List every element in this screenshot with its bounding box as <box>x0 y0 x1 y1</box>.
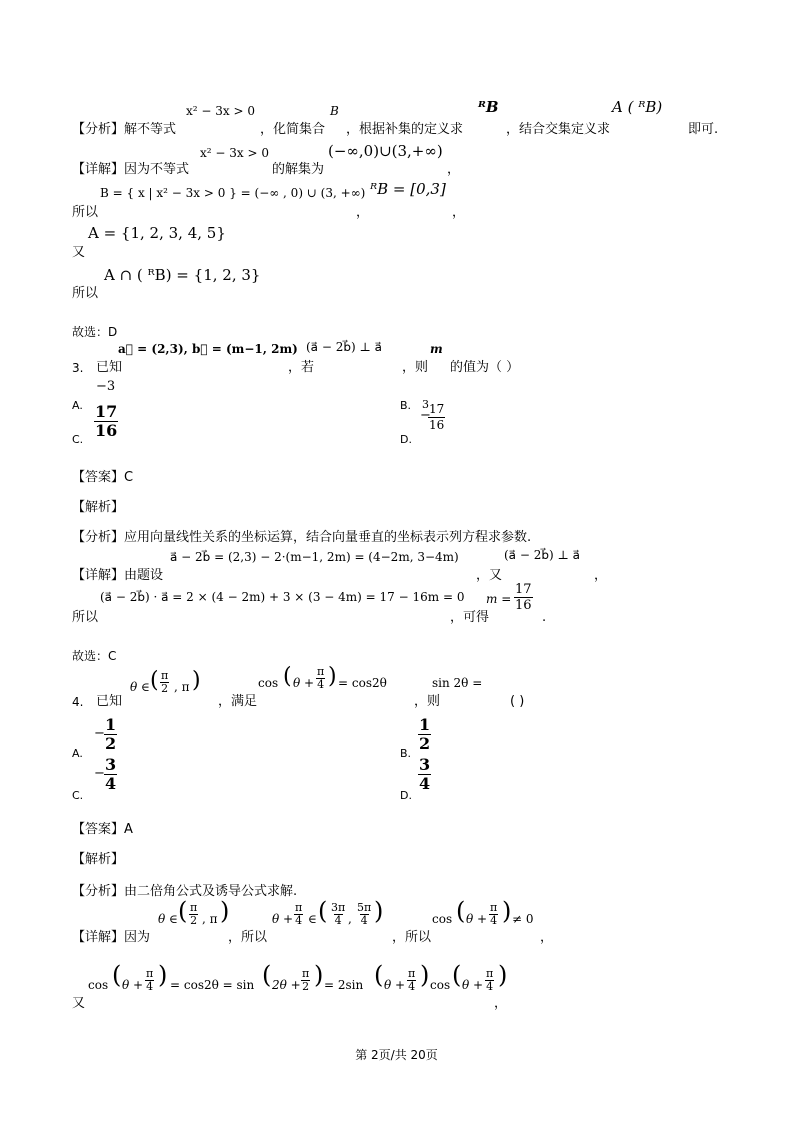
q4-e-cos-2: cos <box>430 978 451 992</box>
q4-interval-den: 2 <box>161 682 169 695</box>
q3-option-d-minus: − <box>420 408 431 423</box>
q4-d-range-comma: , <box>348 912 352 926</box>
solution-set: (−∞,0)∪(3,+∞) <box>328 142 443 160</box>
q4-paren-close: ) <box>192 668 201 693</box>
q3-option-c-label: C. <box>72 433 84 446</box>
q4-d-theta-plus-2: θ + <box>466 912 488 926</box>
q4-option-c-num: 3 <box>105 755 117 774</box>
q3-so: 所以 <box>72 610 99 625</box>
q3-option-a-label: A. <box>72 399 83 412</box>
q4-comma: ， <box>540 930 554 945</box>
q4-theta-plus: θ + <box>293 676 315 690</box>
q4-d-interval-num: π <box>190 901 198 914</box>
q4-e-paren4-close: ) <box>498 961 508 989</box>
q3-m-den: 16 <box>515 598 532 613</box>
q4-e-paren2-close: ) <box>314 961 324 989</box>
done-text: 即可. <box>688 122 719 137</box>
q4-d-cos: cos <box>432 912 453 926</box>
q3-jiexi: 【解析】 <box>72 500 125 515</box>
q4-so-b: ，所以 <box>392 930 432 945</box>
q4-pi: π <box>317 665 325 678</box>
q4-d-pi4-2 <box>489 902 498 927</box>
analysis-prefix: 【分析】解不等式 <box>72 122 177 137</box>
q4-option-b-den: 2 <box>419 734 431 753</box>
q3-m-frac <box>514 582 533 613</box>
q3-period: . <box>542 610 547 625</box>
q4-e-theta-plus-3: θ + <box>462 978 484 992</box>
so-2: 所以 <box>72 286 99 301</box>
comma-3: ， <box>452 205 466 220</box>
q4-d-theta-plus: θ + <box>272 912 294 926</box>
q3-option-c-den: 16 <box>95 421 118 440</box>
q3-value: 的值为（ ） <box>450 360 520 375</box>
q3-m-eq: m = <box>486 592 512 606</box>
q4-option-a-minus: − <box>94 726 105 741</box>
q4-d-paren1: ( <box>178 897 188 925</box>
q4-e-paren3-close: ) <box>420 961 430 989</box>
q4-d-paren2-close: ) <box>374 897 384 925</box>
q4-cos-paren: ( <box>283 664 292 689</box>
q4-d-four: 4 <box>295 914 303 927</box>
simplify-text: ，化简集合 <box>260 122 326 137</box>
solution-text: 的解集为 <box>272 162 325 177</box>
q4-e-pi2-num: π <box>302 967 310 980</box>
q4-option-b-num: 1 <box>419 715 431 734</box>
q3-option-b-label: B. <box>400 399 412 412</box>
q4-four: 4 <box>317 678 325 691</box>
q4-d-range1 <box>330 902 346 927</box>
q4-e-cos: cos <box>88 978 109 992</box>
analysis-line <box>72 122 176 138</box>
q4-option-c-minus: − <box>94 766 105 781</box>
q4-sin2: sin 2θ = <box>432 676 483 690</box>
q4-paren: ( ) <box>510 694 525 709</box>
q4-option-c-den: 4 <box>105 774 117 793</box>
a-intersection: A ∩ ( ᴿB) = {1, 2, 3} <box>104 266 261 284</box>
q4-d-range1-num: 3π <box>331 901 346 914</box>
q4-e-pi4-3 <box>485 968 494 993</box>
q4-known: 已知 <box>96 694 123 709</box>
q3-get: ，可得 <box>450 610 490 625</box>
q4-option-b-frac <box>418 716 431 753</box>
q4-e-pi4-2 <box>407 968 416 993</box>
q4-e-theta-plus-2: θ + <box>384 978 406 992</box>
q4-e-pi2-den: 2 <box>302 980 310 993</box>
q4-e-paren1: ( <box>112 961 122 989</box>
q3-comma: ， <box>594 568 608 583</box>
q4-d-paren2: ( <box>318 897 328 925</box>
q4-option-c-frac <box>104 756 117 793</box>
q4-option-b-label: B. <box>400 747 412 760</box>
q4-e-four-3: 4 <box>486 980 494 993</box>
q4-interval-num: π <box>161 669 169 682</box>
q4-d-pi4 <box>294 902 303 927</box>
ineq-formula-2: x² − 3x > 0 <box>200 146 269 160</box>
q3-option-c-frac <box>94 403 118 440</box>
q4-d-cos-paren-close: ) <box>502 897 512 925</box>
q4-d-cos-paren: ( <box>456 897 466 925</box>
q4-option-d-num: 3 <box>419 755 431 774</box>
q4-e-pi-2: π <box>408 967 416 980</box>
q4-d-theta-in: θ ∈ <box>158 912 178 926</box>
q3-option-b-value: 3 <box>422 398 429 411</box>
q4-d-interval-tail: , π <box>202 912 218 926</box>
q4-e-pi: π <box>146 967 154 980</box>
q4-cos-text: cos <box>258 676 279 690</box>
q4-option-d-den: 4 <box>419 774 431 793</box>
q3-perp2: (a⃗ − 2b⃗) ⊥ a⃗ <box>504 548 580 562</box>
q4-d-range2 <box>356 902 372 927</box>
q4-d-in: ∈ <box>308 912 317 926</box>
q4-so-a: ，所以 <box>228 930 268 945</box>
detail-prefix: 【详解】因为不等式 <box>72 162 190 177</box>
q4-eq-cos2: = cos2θ <box>338 676 387 690</box>
q4-option-d-frac <box>418 756 431 793</box>
comma-1: ， <box>447 162 461 177</box>
complement-b: ᴿB <box>478 98 499 116</box>
q3-calc2: (a⃗ − 2b⃗) · a⃗ = 2 × (4 − 2m) + 3 × (3 − 4m) = 17 − 16m = 0 <box>100 590 465 604</box>
q4-d-four-2: 4 <box>490 914 498 927</box>
also-1: 又 <box>72 245 86 260</box>
q3-final-answer: 故选：C <box>72 649 117 663</box>
q3-option-d-num: 17 <box>429 402 445 416</box>
q3-fenxi: 【分析】应用向量线性关系的坐标运算，结合向量垂直的坐标表示列方程求参数. <box>72 530 532 545</box>
q3-option-d-den: 16 <box>429 418 445 432</box>
q4-option-a-den: 2 <box>105 734 117 753</box>
q4-option-c-label: C. <box>72 789 84 802</box>
complement-text: ，根据补集的定义求 <box>346 122 464 137</box>
q4-fenxi: 【分析】由二倍角公式及诱导公式求解. <box>72 884 298 899</box>
q3-if: ，若 <box>288 360 315 375</box>
q3-m-num: 17 <box>515 582 532 597</box>
intersect-text: ，结合交集定义求 <box>506 122 611 137</box>
q4-e-paren3: ( <box>374 961 384 989</box>
q4-e-chain2: = 2sin <box>324 978 364 992</box>
q3-m: m <box>430 342 443 356</box>
q4-e-two-theta: 2θ + <box>272 978 301 992</box>
set-b-label: B <box>330 104 339 118</box>
q4-e-paren2: ( <box>262 961 272 989</box>
q4-d-range2-den: 4 <box>360 914 368 927</box>
q4-e-four: 4 <box>146 980 154 993</box>
q4-answer: 【答案】A <box>72 822 133 837</box>
a-complement-b: A ( ᴿB) <box>612 98 663 116</box>
a-definition: A = {1, 2, 3, 4, 5} <box>88 224 226 242</box>
q4-d-range1-den: 4 <box>334 914 342 927</box>
q4-d-interval-den: 2 <box>190 914 198 927</box>
q4-d-interval-frac <box>189 902 198 927</box>
q4-d-range2-num: 5π <box>357 901 372 914</box>
q4-d-pi-2: π <box>490 901 498 914</box>
q4-e-pi-3: π <box>486 967 494 980</box>
q3-vector-def: a⃗ = (2,3), b⃗ = (m−1, 2m) <box>118 342 298 356</box>
q4-interval-tail: , π <box>174 680 190 694</box>
q3-known: 已知 <box>96 360 123 375</box>
q4-e-four-2: 4 <box>408 980 416 993</box>
q3-option-d-frac <box>428 402 445 433</box>
complement-b-value: ᴿB = [0,3] <box>370 180 446 198</box>
q3-num: 3. <box>72 361 84 375</box>
q4-e-pi4 <box>145 968 154 993</box>
q3-answer: 【答案】C <box>72 470 134 485</box>
q4-d-pi: π <box>295 901 303 914</box>
q4-option-a-num: 1 <box>105 715 117 734</box>
so-1: 所以 <box>72 205 99 220</box>
q4-detail-prefix: 【详解】因为 <box>72 930 151 945</box>
q4-satisfy: ，满足 <box>218 694 258 709</box>
q4-e-theta-plus: θ + <box>122 978 144 992</box>
b-definition: B = { x | x² − 3x > 0 } = (−∞ , 0) ∪ (3, +∞) <box>100 186 366 200</box>
q4-option-a-label: A. <box>72 747 83 760</box>
ineq-formula: x² − 3x > 0 <box>186 104 255 118</box>
q4-e-paren1-close: ) <box>158 961 168 989</box>
answer-prev: 故选：D <box>72 325 118 339</box>
q4-d-paren1-close: ) <box>220 897 230 925</box>
q4-d-neq: ≠ 0 <box>512 912 534 926</box>
q4-option-d-label: D. <box>400 789 412 802</box>
q4-e-pi2 <box>301 968 310 993</box>
q3-then: ，则 <box>402 360 429 375</box>
q4-jiexi: 【解析】 <box>72 852 125 867</box>
q4-then: ，则 <box>414 694 441 709</box>
q3-detail-prefix: 【详解】由题设 <box>72 568 164 583</box>
page-footer: 第 2页/共 20页 <box>355 1048 438 1062</box>
q3-also: ，又 <box>476 568 503 583</box>
q4-comma-2: ， <box>494 996 508 1011</box>
q4-option-a-frac <box>104 716 117 753</box>
q3-calc1: a⃗ − 2b⃗ = (2,3) − 2·(m−1, 2m) = (4−2m, 3−4m) <box>170 550 459 564</box>
q4-pi-4 <box>316 666 325 691</box>
q4-e-chain1: = cos2θ = sin <box>170 978 255 992</box>
q4-theta-in: θ ∈ <box>130 680 150 694</box>
comma-2: ， <box>356 205 370 220</box>
q4-cos-paren-close: ) <box>328 664 337 689</box>
q3-option-a-value: −3 <box>96 379 116 394</box>
q4-interval-frac <box>160 670 169 695</box>
q4-also: 又 <box>72 996 86 1011</box>
q4-num: 4. <box>72 695 84 709</box>
q3-perp: (a⃗ − 2b⃗) ⊥ a⃗ <box>306 340 382 354</box>
q3-option-c-num: 17 <box>95 402 118 421</box>
q3-option-d-label: D. <box>400 433 412 446</box>
q4-paren-open: ( <box>150 668 159 693</box>
q4-e-paren4: ( <box>452 961 462 989</box>
